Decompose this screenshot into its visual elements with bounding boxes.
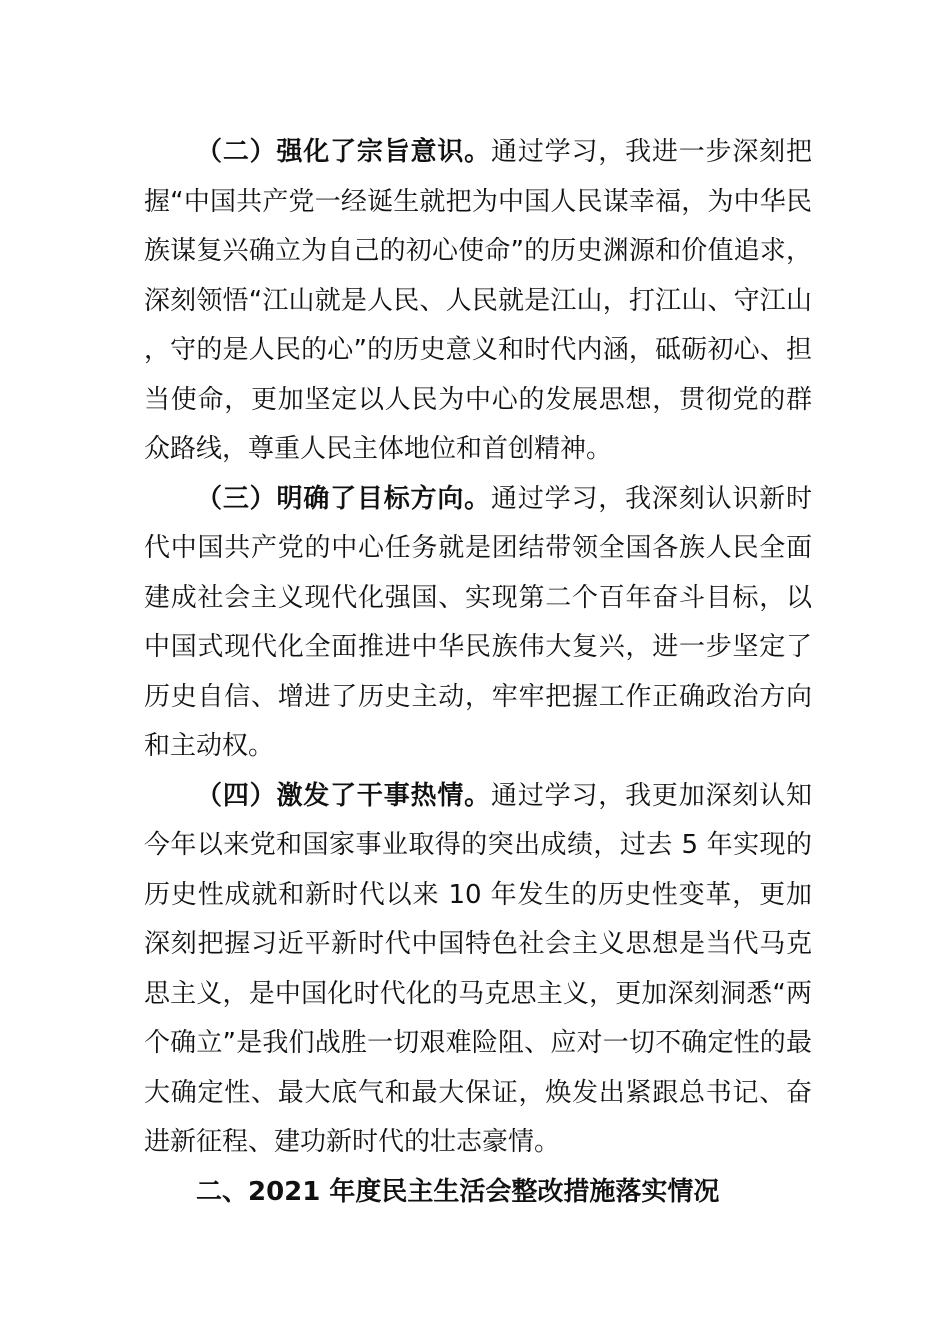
paragraph-text: 通过学习，我进一步深刻把握“中国共产党一经诞生就把为中国人民谋幸福，为中华民族谋复兴确立为自己的初心使命”的历史渊源和价值追求，深刻领悟“江山就是人民、人民就是江山，打江山、守江山，守的是人民的心”的历史意义和时代内涵，砥砺初心、担当使命，更加坚定以人民为中心的发展思想，贯彻党的群众路线，尊重人民主体地位和首创精神。	[144, 137, 812, 464]
paragraph-goal-direction	[144, 475, 812, 772]
document-body	[144, 128, 812, 1217]
paragraph-text: 通过学习，我更加深刻认知今年以来党和国家事业取得的突出成绩，过去 5 年实现的历史性成就和新时代以来 10 年发生的历史性变革，更加深刻把握习近平新时代中国特色社会主义思想是当代马克思主义，是中国化时代化的马克思主义，更加深刻洞悉“两个确立”是我们战胜一切艰难险阻、应对一切不确定性的最大确定性、最大底气和最大保证，焕发出紧跟总书记、奋进新征程、建功新时代的壮志豪情。	[144, 780, 812, 1157]
section-heading: 二、2021 年度民主生活会整改措施落实情况	[196, 1176, 720, 1207]
paragraph-text: 通过学习，我深刻认识新时代中国共产党的中心任务就是团结带领全国各族人民全面建成社会主义现代化强国、实现第二个百年奋斗目标，以中国式现代化全面推进中华民族伟大复兴，进一步坚定了历史自信、增进了历史主动，牢牢把握工作正确政治方向和主动权。	[144, 483, 812, 761]
paragraph-lead: （三）明确了目标方向。	[196, 483, 491, 514]
paragraph-work-enthusiasm	[144, 772, 812, 1168]
paragraph-lead: （二）强化了宗旨意识。	[196, 137, 491, 167]
paragraph-purpose-awareness	[144, 128, 812, 475]
paragraph-lead: （四）激发了干事热情。	[196, 780, 491, 811]
